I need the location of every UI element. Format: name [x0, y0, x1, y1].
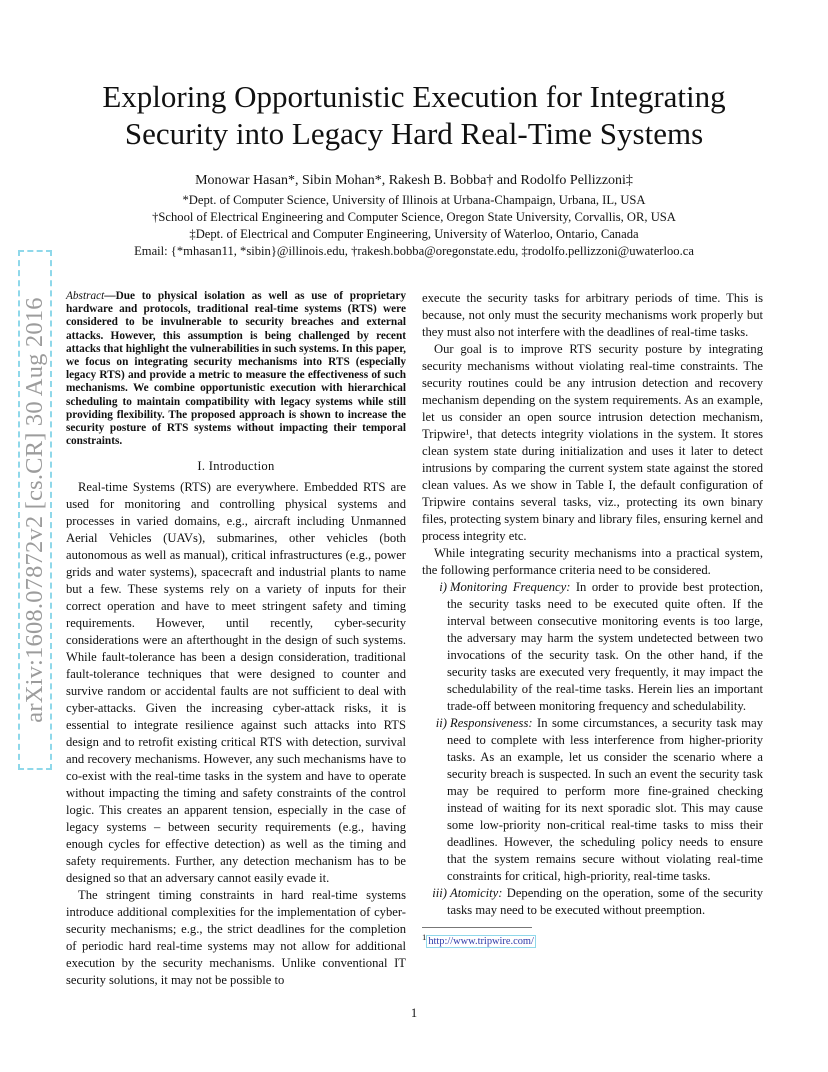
criterion-number: iii)	[432, 886, 447, 900]
criterion-number: ii)	[435, 716, 447, 730]
right-paragraph-3: While integrating security mechanisms into a practical system, the following performance criteria need to be considered.	[422, 546, 763, 577]
arxiv-stamp	[18, 250, 52, 770]
criterion-number: i)	[439, 580, 447, 594]
criterion-heading: Monitoring Frequency:	[450, 580, 571, 594]
title-line-2: Security into Legacy Hard Real-Time Systems	[124, 116, 704, 151]
author-emails: Email: {*mhasan11, *sibin}@illinois.edu, †rakesh.bobba@oregonstate.edu, ‡rodolfo.pellizzoni@uwaterloo.ca	[134, 244, 694, 258]
criterion-atomicity	[422, 885, 763, 919]
intro-paragraph-1: Real-time Systems (RTS) are everywhere. Embedded RTS are used for monitoring and controlling physical systems and processes in varied domains, e.g., aircraft including Unmanned Aerial Vehicles (UAVs), submarines, other vehicles (both autonomous as well as manual), critical infrastructures (e.g., power grids and water systems), spacecraft and industrial plants to name but a few. These systems rely on a variety of inputs for their correct operation and have to meet stringent safety and timing requirements. However, until recently, cyber-security considerations were an afterthought in the design of such systems. While fault-tolerance has been a design consideration, traditional fault-tolerance techniques that were designed to counter and survive random or accidental faults are not sufficient to deal with cyber-attacks. Given the increasing cyber-attack risks, it is essential to integrate resilience against such attacks into RTS design and to retrofit existing critical RTS with detection, survival and recovery mechanisms. However, any such mechanisms have to co-exist with the real-time tasks in the system and have to operate without impacting the timing and safety constraints of the control logic. This creates an apparent tension, especially in the case of legacy systems – between security requirements (e.g., having enough cycles for effective detection) as well as the timing and safety requirements. Further, any detection mechanism has to be designed so that an adversary cannot easily evade it.	[66, 480, 406, 886]
affiliation-waterloo: ‡Dept. of Electrical and Computer Engineering, University of Waterloo, Ontario, Canada	[189, 227, 639, 241]
right-column	[422, 290, 763, 948]
footnote-divider	[422, 927, 532, 928]
author-list: Monowar Hasan*, Sibin Mohan*, Rakesh B. Bobba† and Rodolfo Pellizzoni‡	[195, 173, 633, 188]
criterion-heading: Atomicity:	[450, 886, 503, 900]
page-number: 1	[410, 1006, 418, 1020]
criterion-monitoring-frequency	[422, 579, 763, 715]
intro-paragraph-2: The stringent timing constraints in hard real-time systems introduce additional complexities for the implementation of cyber-security mechanisms; e.g., the strict deadlines for the completion of periodic hard real-time systems may not allow for additional execution by the security mechanisms. Unlike conventional IT security solutions, it may not be possible to	[66, 888, 406, 988]
paper-title	[60, 78, 768, 152]
footnote	[422, 931, 763, 948]
footnote-mark: 1	[422, 932, 427, 942]
title-line-1: Exploring Opportunistic Execution for Integrating	[102, 79, 726, 114]
affiliation-uiuc: *Dept. of Computer Science, University of Illinois at Urbana-Champaign, Urbana, IL, USA	[182, 193, 646, 207]
criterion-text: In some circumstances, a security task may need to complete with less interference from higher-priority tasks. As an example, let us consider the scenario where a security breach is suspected. In such an event the security task may be required to perform more fine-grained checking instead of waiting for its next sporadic slot. This may cause some low-priority non-critical real-time tasks to miss their deadlines. However, the scheduling policy needs to ensure that the system remains secure without violating real-time constraints for critical, high-priority, real-time tasks.	[447, 716, 763, 883]
criterion-text: In order to provide best protection, the security tasks need to be executed quite often. If the interval between consecutive monitoring events is too large, the adversary may harm the system undetected between two invocations of the security task. On the other hand, if the security tasks are executed very frequently, it may impact the schedulability of the real-time tasks. Herein lies an important trade-off between monitoring frequency and schedulability.	[447, 580, 763, 713]
left-column	[66, 290, 406, 989]
criterion-heading: Responsiveness:	[450, 716, 533, 730]
criterion-text: Depending on the operation, some of the security tasks may need to be executed without preemption.	[447, 886, 763, 917]
abstract-text: —Due to physical isolation as well as use of proprietary hardware and protocols, traditional real-time systems (RTS) were considered to be invulnerable to security breaches and external attacks. However, this assumption is being challenged by recent attacks that highlight the vulnerabilities in such systems. In this paper, we focus on integrating security mechanisms into RTS (especially legacy RTS) and provide a metric to measure the effectiveness of such mechanisms. We combine opportunistic execution with hierarchical scheduling to maintain compatibility with legacy systems while still providing flexibility. The proposed approach is shown to increase the security posture of RTS systems without impacting their temporal constraints.	[66, 290, 406, 448]
abstract-label: Abstract	[66, 290, 105, 302]
section-heading-introduction: I. Introduction	[197, 459, 275, 474]
right-paragraph-2: Our goal is to improve RTS security posture by integrating security mechanisms without violating real-time constraints. The security routines could be any intrusion detection and recovery mechanism depending on the system requirements. As an example, let us consider an open source intrusion detection mechanism, Tripwire¹, that detects integrity violations in the system. It stores clean system state during initialization and uses it later to detect intrusions by comparing the current system state against the stored clean values. As we show in Table I, the default configuration of Tripwire contains several tasks, viz., protecting its own binary files, protecting system binary and library files, ensuring kernel and process integrity etc.	[422, 342, 763, 543]
footnote-link[interactable]: http://www.tripwire.com/	[428, 936, 534, 948]
criterion-responsiveness	[422, 715, 763, 885]
affiliation-osu: †School of Electrical Engineering and Computer Science, Oregon State University, Corvallis, OR, USA	[152, 210, 676, 224]
arxiv-identifier[interactable]: arXiv:1608.07872v2 [cs.CR] 30 Aug 2016	[21, 297, 48, 723]
right-paragraph-1: execute the security tasks for arbitrary periods of time. This is because, not only must the security mechanisms work properly but they must also not interfere with the deadlines of real-time tasks.	[422, 291, 763, 339]
abstract	[66, 290, 406, 448]
